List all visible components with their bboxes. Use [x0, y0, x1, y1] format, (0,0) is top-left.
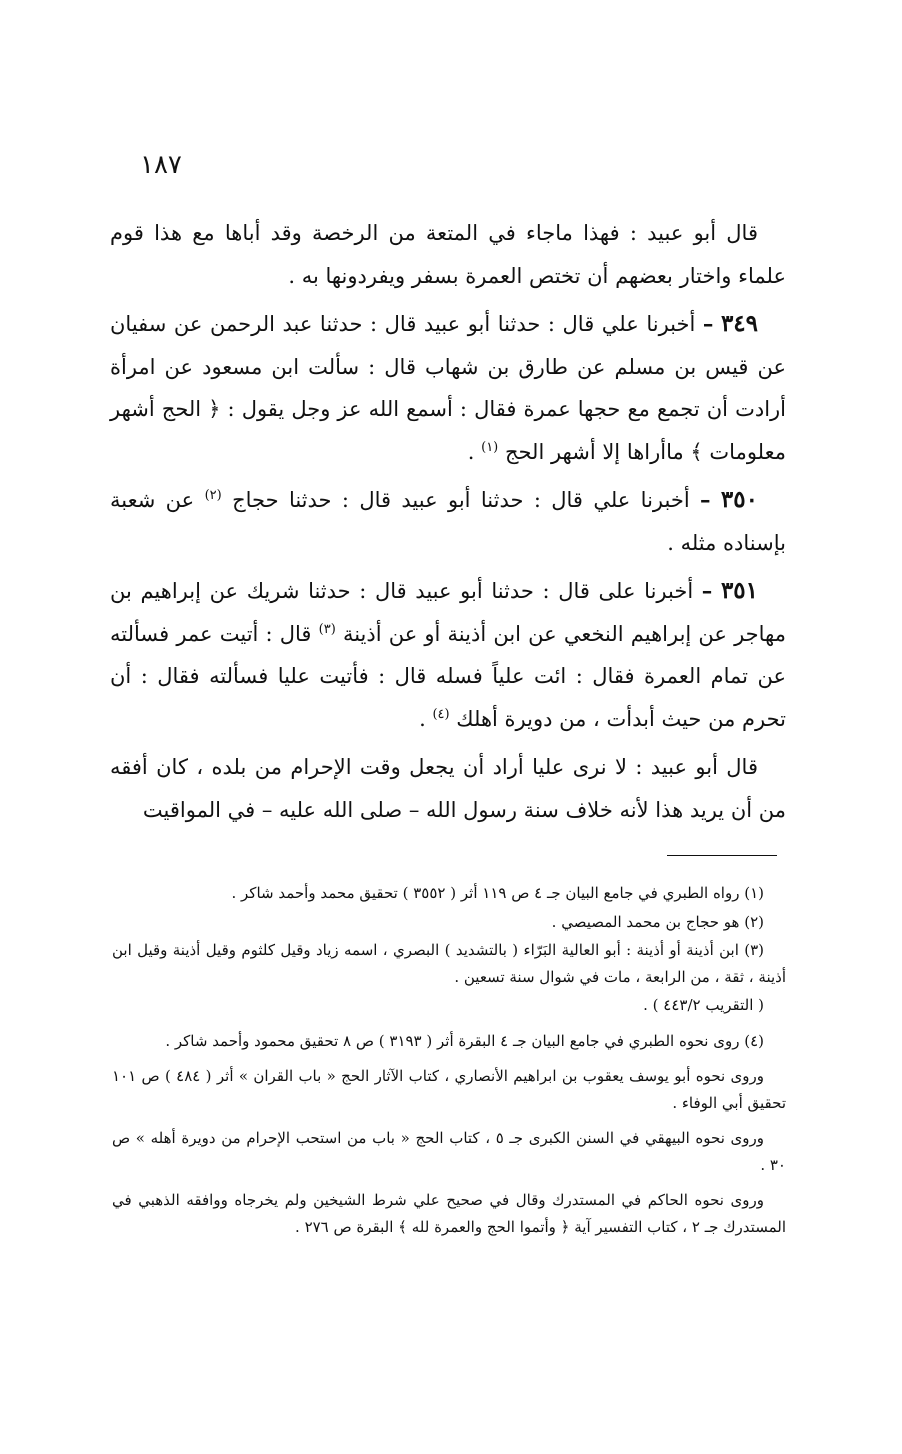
hadith-351: ٣٥١ – أخبرنا على قال : حدثنا أبو عبيد قال : حدثنا شريك عن إبراهيم بن مهاجر عن إبراهيم النخعي عن ابن أذينة أو عن أذينة $^{(٣)}$ قال : أتيت عمر فسألته عن تمام العمرة فقال : ائت علياً فسله قال : فأتيت عليا فسألته فقال : أن تحرم من حيث أبدأت ، من دويرة أهلك $^{(٤)}$ .: [110, 577, 786, 731]
hadith-number: ٣٥٠: [720, 486, 758, 513]
footnote-4-ref-2: وروى نحوه أبو يوسف يعقوب بن ابراهيم الأنصاري ، كتاب الآثار الحج « باب القران » أثر ( ٤٨٤ ) ص ١٠١ تحقيق أبي الوفاء .: [112, 1067, 786, 1112]
hadith-text: أخبرنا علي قال : حدثنا أبو عبيد قال : حدثنا عبد الرحمن عن سفيان عن قيس بن مسلم عن طارق بن شهاب قال : سألت ابن مسعود عن امرأة أرادت أن تجمع مع حجها عمرة فقال : أسمع الله عز وجل يقول : ﴿ الحج أشهر معلومات ﴾ ماأراها إلا أشهر الحج: [110, 312, 786, 464]
paragraph-closing: قال أبو عبيد : لا نرى عليا أراد أن يجعل وقت الإحرام من بلده ، كان أفقه من أن يريد هذا لأنه خلاف سنة رسول الله – صلى الله عليه – في المواقيت: [110, 755, 786, 822]
page-number: ١٨٧: [140, 150, 182, 180]
hadith-text: أخبرنا علي قال : حدثنا أبو عبيد قال : حدثنا حجاج: [232, 488, 690, 512]
hadith-349: ٣٤٩ – أخبرنا علي قال : حدثنا أبو عبيد قال : حدثنا عبد الرحمن عن سفيان عن قيس بن مسلم عن طارق بن شهاب قال : سألت ابن مسعود عن امرأة أرادت أن تجمع مع حجها عمرة فقال : أسمع الله عز وجل يقول : ﴿ الحج أشهر معلومات ﴾ ماأراها إلا أشهر الحج $^{(١)}$ .: [110, 310, 786, 464]
footnote-2: (٢) هو حجاج بن محمد المصيصي .: [551, 912, 764, 931]
footnote-3-source: ( التقريب ٤٤٣/٢ ) .: [643, 996, 764, 1014]
hadith-number: ٣٤٩: [720, 310, 758, 337]
footnote-4-ref-4: وروى نحوه الحاكم في المستدرك وقال في صحيح علي شرط الشيخين ولم يخرجاه ووافقه الذهبي في المستدرك جـ ٢ ، كتاب التفسير آية ﴿ وأتموا الحج والعمرة لله ﴾ البقرة ص ٢٧٦ .: [112, 1191, 786, 1236]
hadith-text: أخبرنا على قال : حدثنا أبو عبيد قال : حدثنا شريك عن إبراهيم بن مهاجر عن إبراهيم النخعي عن ابن أذينة أو عن أذينة: [110, 579, 786, 646]
footnotes: [112, 880, 786, 1249]
main-text: [110, 212, 786, 837]
footnote-ref-2[interactable]: (٢): [204, 488, 222, 503]
footnote-ref-1[interactable]: (١): [481, 439, 499, 455]
footnote-1: (١) رواه الطبري في جامع البيان جـ ٤ ص ١١٩ أثر ( ٣٥٥٢ ) تحقيق محمد وأحمد شاكر .: [231, 884, 764, 902]
footnote-ref-3[interactable]: (٣): [318, 621, 336, 637]
hadith-350: ٣٥٠ – أخبرنا علي قال : حدثنا أبو عبيد قال : حدثنا حجاج $^{(٢)}$ عن شعبة بإسناده مثله .: [110, 486, 786, 555]
hadith-number: ٣٥١: [720, 577, 758, 604]
footnote-4: (٤) روى نحوه الطبري في جامع البيان جـ ٤ البقرة أثر ( ٣١٩٣ ) ص ٨ تحقيق محمود وأحمد شاكر .: [165, 1031, 764, 1050]
footnote-3: (٣) ابن أذينة أو أذينة : أبو العالية البَرّاء ( بالتشديد ) البصري ، اسمه زياد وقيل كلثوم وقيل أذينة وقيل ابن أذينة ، ثقة ، من الرابعة ، مات في شوال سنة تسعين .: [112, 941, 786, 986]
footnote-4-ref-3: وروى نحوه البيهقي في السنن الكبرى جـ ٥ ، كتاب الحج « باب من استحب الإحرام من دويرة أهله » ص ٣٠ .: [112, 1129, 786, 1174]
paragraph-intro: قال أبو عبيد : فهذا ماجاء في المتعة من الرخصة وقد أباها مع هذا قوم علماء واختار بعضهم أن تختص العمرة بسفر ويفردونها به .: [110, 221, 786, 288]
footnote-ref-4[interactable]: (٤): [432, 706, 450, 722]
footnote-divider: [667, 855, 777, 856]
